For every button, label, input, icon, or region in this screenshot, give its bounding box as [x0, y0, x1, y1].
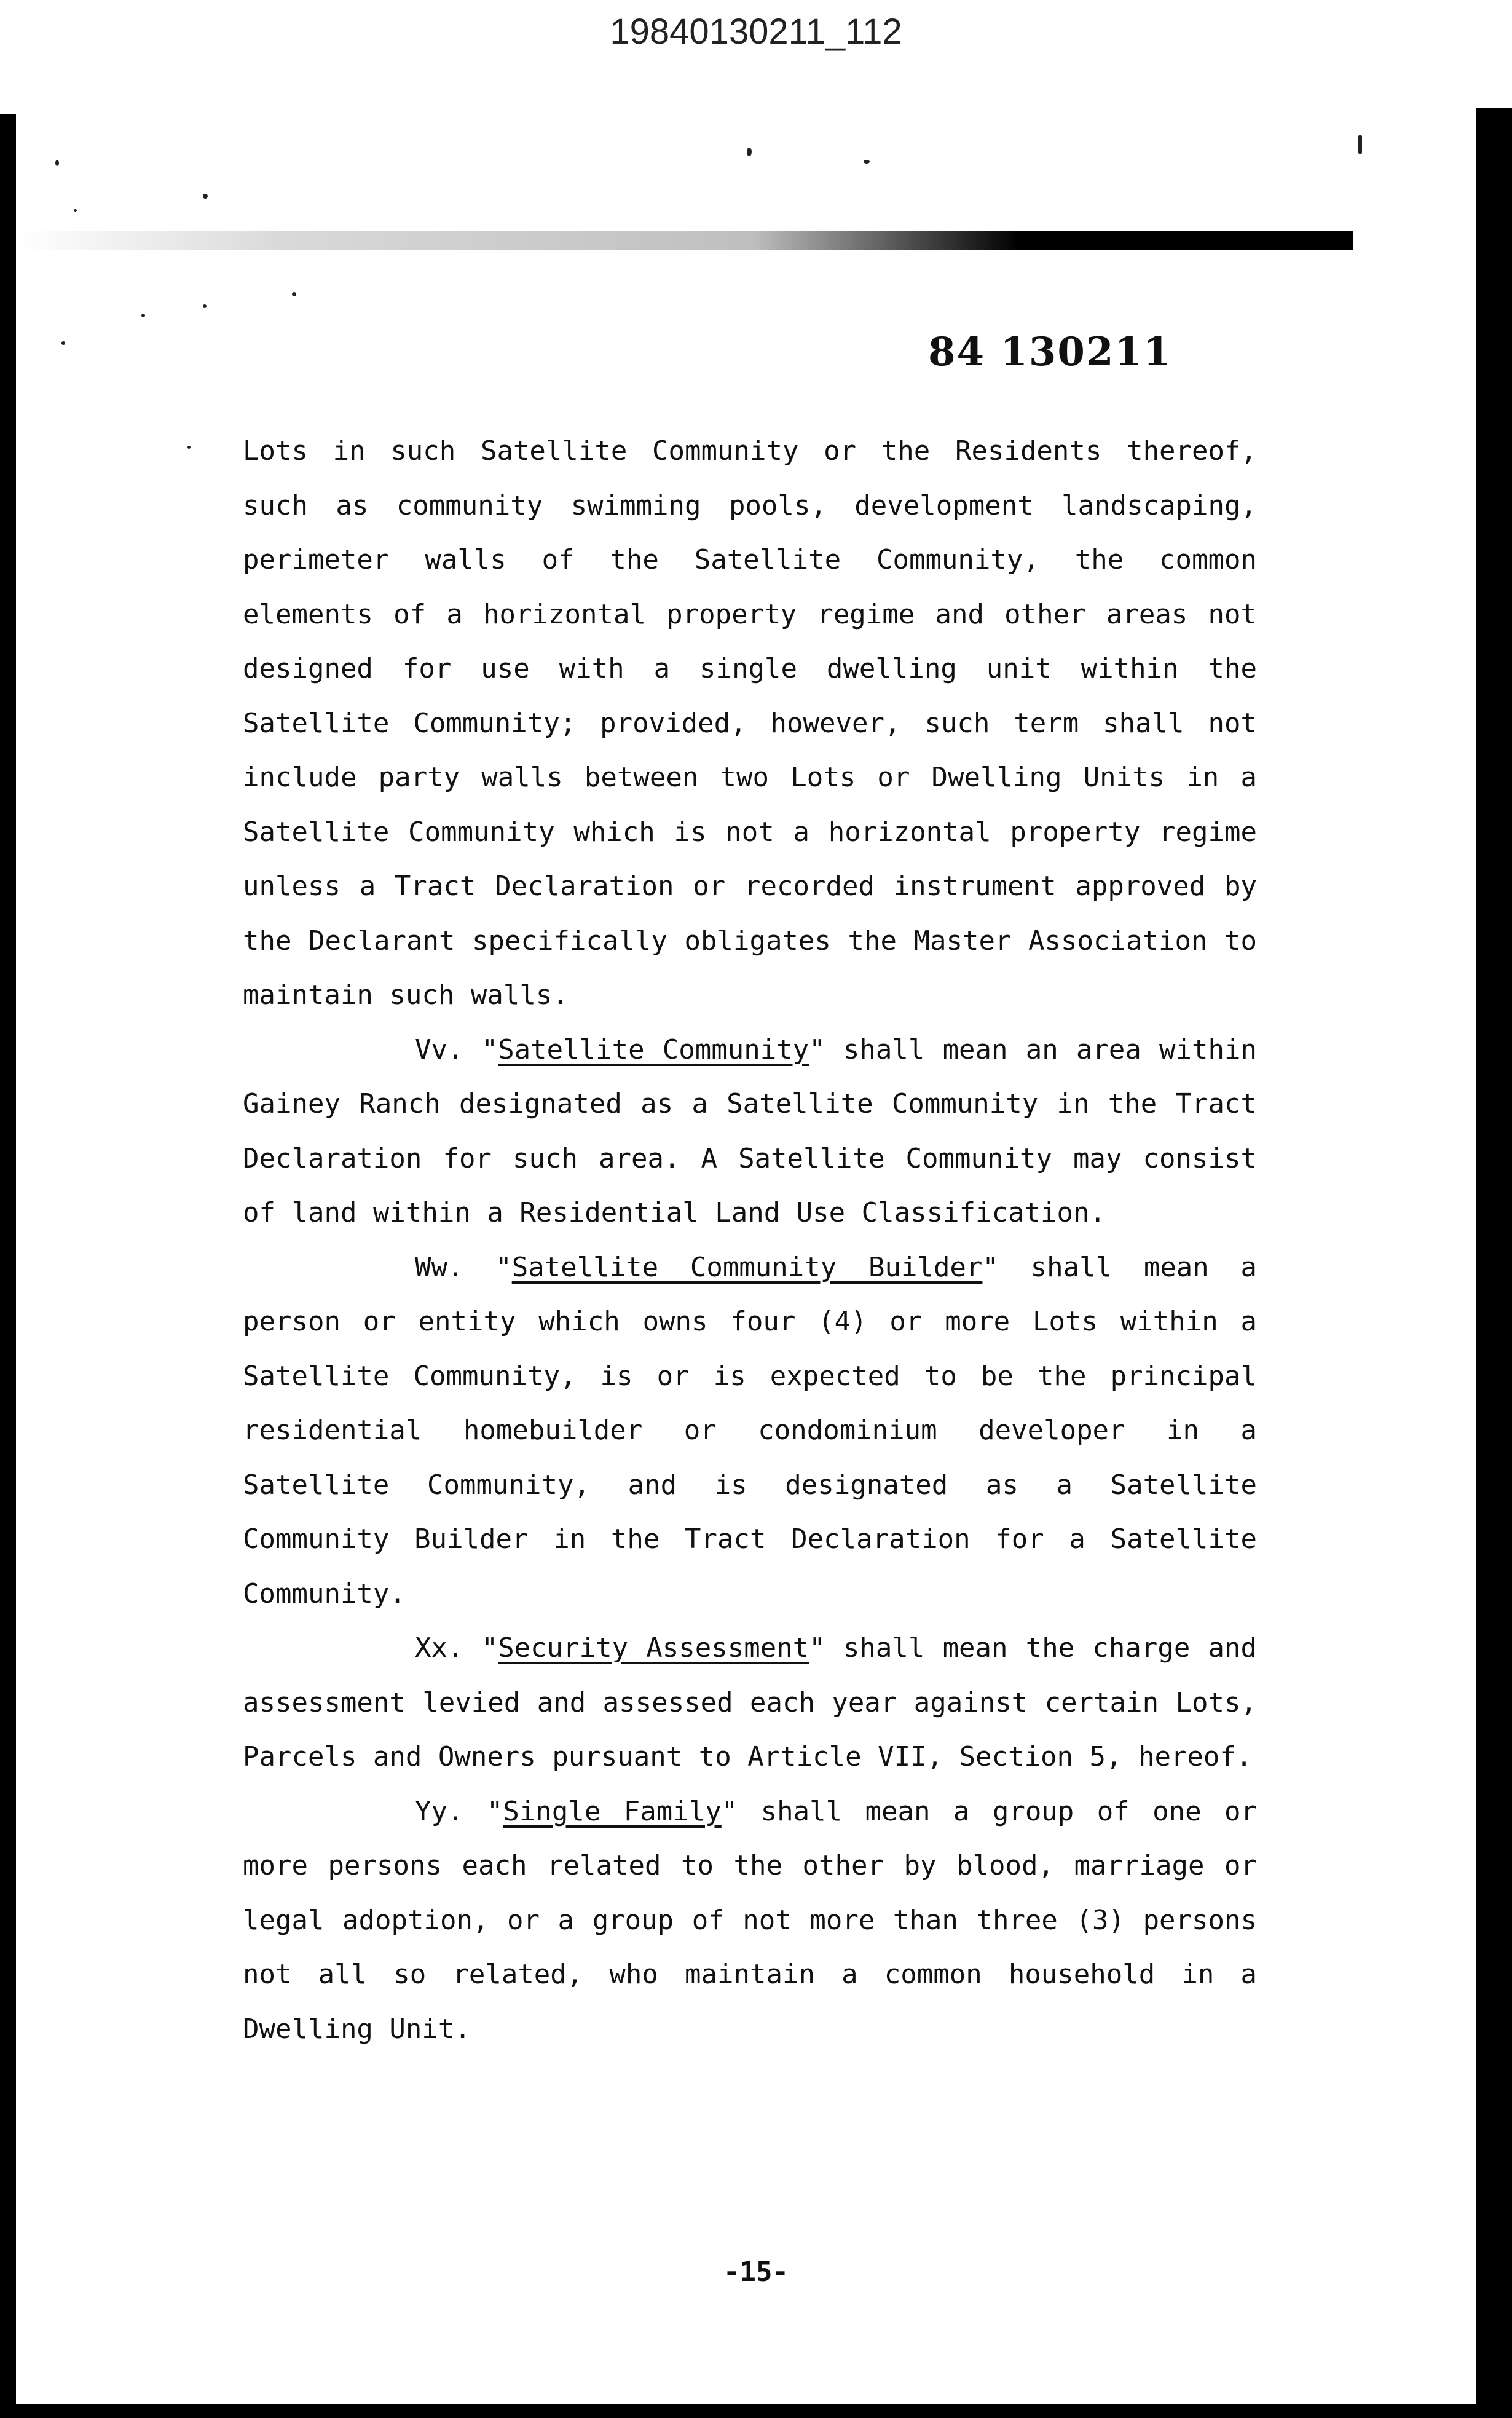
- defined-term: Satellite Community Builder: [511, 1251, 983, 1283]
- defined-term: Security Assessment: [498, 1632, 809, 1664]
- scan-speck: [292, 292, 296, 296]
- definition-xx: Xx. "Security Assessment" shall mean the charge and assessment levied and assessed each year against certain Lots, Parcels and Owners pursuant to Article VII, Section 5, hereof.: [243, 1632, 1258, 1772]
- scan-speck: [187, 446, 191, 449]
- definition-text: shall mean a person or entity which owns four (4) or more Lots within a Satellite Community, is or is expected to be the principal residential homebuilder or condominium developer in a Satellite Community, and is designated as a Satellite Community Builder in the Tract Declaration for a Satellite Community.: [243, 1251, 1257, 1610]
- scan-speck: [203, 194, 208, 199]
- definition-yy: Yy. "Single Family" shall mean a group of one or more persons each related to the other by blood, marriage or legal adoption, or a group of not more than three (3) persons not all so related, who maintain a common household in a Dwelling Unit.: [243, 1795, 1257, 2045]
- scan-border-left: [0, 114, 16, 2418]
- scan-speck: [203, 304, 207, 308]
- scan-speck: [864, 160, 870, 164]
- definition-text: shall mean the charge and assessment levied and assessed each year against certain Lots, Parcels and Owners pursuant to Article VII, Section 5, hereof.: [243, 1632, 1258, 1772]
- scan-speck: [74, 209, 77, 212]
- defined-term: Satellite Community: [498, 1033, 809, 1065]
- definition-letter: Xx.: [415, 1632, 464, 1664]
- file-id-header: 19840130211_112: [610, 12, 902, 52]
- definition-text: shall mean an area within Gainey Ranch designated as a Satellite Community in the Tract Declaration for such area. A Satellite Community may consist of land within a Residential Land Use Classification.: [243, 1033, 1258, 1228]
- definition-letter: Ww.: [415, 1251, 464, 1283]
- definition-text: shall mean a group of one or more persons each related to the other by blood, marriage or legal adoption, or a group of not more than three (3) persons not all so related, who maintain a common household in a Dwelling Unit.: [243, 1795, 1257, 2045]
- document-number: 84 130211: [928, 329, 1172, 375]
- scan-noise-bar: [16, 231, 1353, 250]
- paragraph-intro: Lots in such Satellite Community or the Residents thereof, such as community swimming pools, development landscaping, perimeter walls of the Satellite Community, the common elements of a horizontal property regime and other areas not designed for use with a single dwelling unit within the Satellite Community; provided, however, such term shall not include party walls between two Lots or Dwelling Units in a Satellite Community which is not a horizontal property regime unless a Tract Declaration or recorded instrument approved by the Declarant specifically obligates the Master Association to maintain such walls.: [243, 435, 1257, 1011]
- definition-letter: Vv.: [415, 1033, 464, 1065]
- scan-speck: [747, 148, 752, 156]
- document-body: [243, 424, 1257, 2056]
- scan-speck: [1358, 135, 1362, 154]
- scan-speck: [61, 341, 65, 345]
- scan-speck: [141, 314, 145, 317]
- scan-border-right: [1476, 108, 1512, 2418]
- definition-letter: Yy.: [415, 1795, 464, 1827]
- page-number: -15-: [723, 2256, 789, 2288]
- defined-term: Single Family: [503, 1795, 722, 1827]
- scan-border-bottom: [16, 2404, 1476, 2418]
- definition-ww: Ww. "Satellite Community Builder" shall mean a person or entity which owns four (4) or more Lots within a Satellite Community, is or is expected to be the principal residential homebuilder or condominium developer in a Satellite Community, and is designated as a Satellite Community Builder in the Tract Declaration for a Satellite Community.: [243, 1251, 1257, 1610]
- definition-vv: Vv. "Satellite Community" shall mean an area within Gainey Ranch designated as a Satellite Community in the Tract Declaration for such area. A Satellite Community may consist of land within a Residential Land Use Classification.: [243, 1033, 1258, 1228]
- scan-speck: [55, 160, 59, 166]
